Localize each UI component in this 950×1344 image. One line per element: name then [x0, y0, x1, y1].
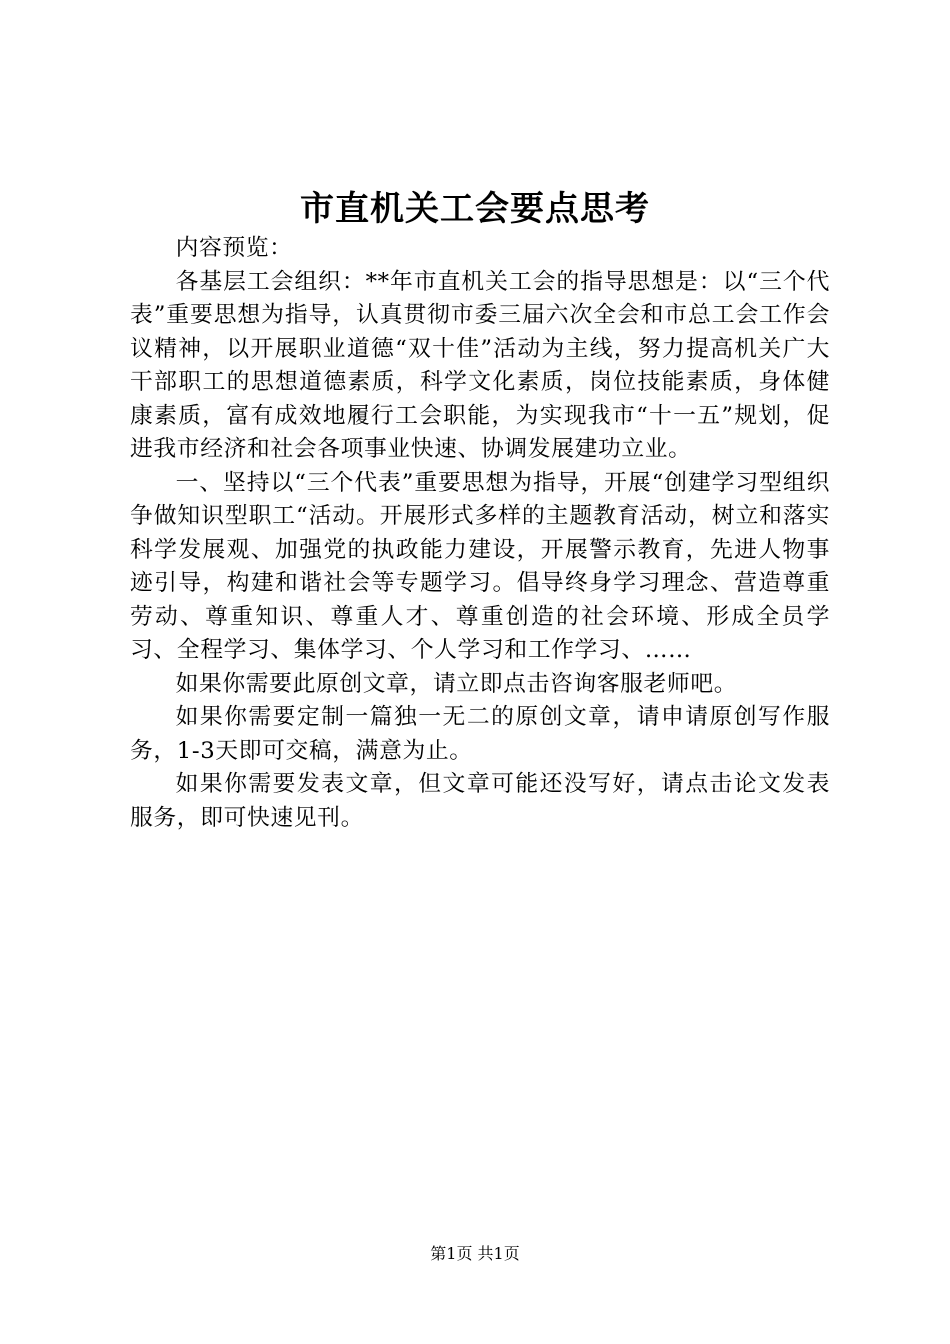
- paragraph-section-one: 一、坚持以“三个代表”重要思想为指导，开展“创建学习型组织争做知识型职工“活动。开展形式多样的主题教育活动，树立和落实科学发展观、加强党的执政能力建设，开展警示教育，先进人物事迹引导，构建和谐社会等专题学习。倡导终身学习理念、营造尊重劳动、尊重知识、尊重人才、尊重创造的社会环境、形成全员学习、全程学习、集体学习、个人学习和工作学习、……: [130, 469, 830, 663]
- paragraph-guiding-ideology: 各基层工会组织：**年市直机关工会的指导思想是：以“三个代表”重要思想为指导，认真贯彻市委三届六次全会和市总工会工作会议精神，以开展职业道德“双十佳”活动为主线，努力提高机关广大干部职工的思想道德素质，科学文化素质，岗位技能素质，身体健康素质，富有成效地履行工会职能，为实现我市“十一五”规划，促进我市经济和社会各项事业快速、协调发展建功立业。: [130, 268, 830, 462]
- preview-label: 内容预览：: [175, 235, 293, 261]
- document-title: 市直机关工会要点思考: [300, 189, 650, 229]
- paragraph-custom-writing: 如果你需要定制一篇独一无二的原创文章，请申请原创写作服务，1-3天即可交稿，满意为止。: [130, 704, 830, 764]
- document-body: [130, 232, 830, 835]
- paragraph-consult-service: 如果你需要此原创文章，请立即点击咨询客服老师吧。: [175, 670, 738, 697]
- page-number-footer: 第1页 共1页: [430, 1244, 520, 1263]
- paragraph-publishing-service: 如果你需要发表文章，但文章可能还没写好，请点击论文发表服务，即可快速见刊。: [130, 771, 830, 831]
